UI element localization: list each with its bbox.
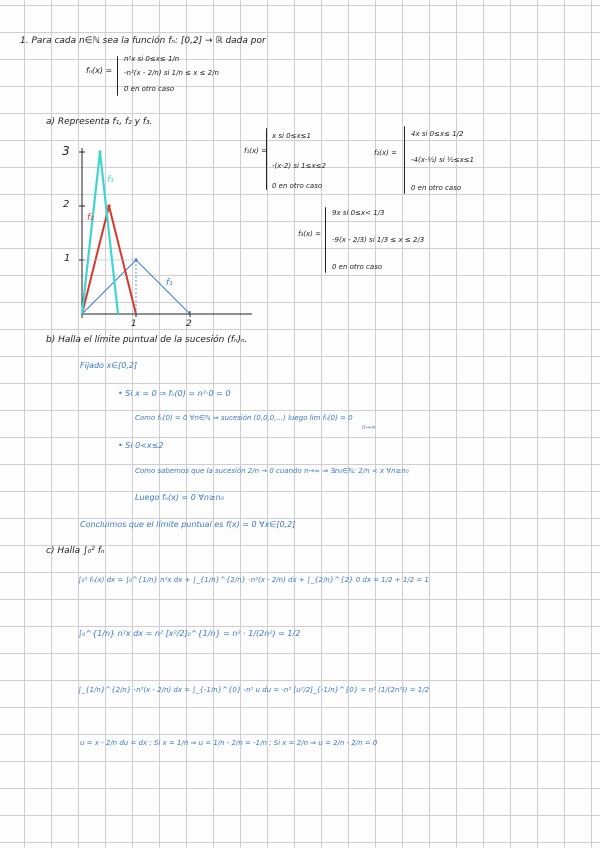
- definition-case-2: -n²(x - 2/n) si 1/n ≤ x ≤ 2/n: [124, 69, 219, 77]
- f3-curve-label: f₃: [107, 175, 114, 185]
- part-b-label: b) Halla el límite puntual de la sucesión (fₙ)ₙ.: [46, 335, 248, 345]
- f3-case-3: 0 en otro caso: [332, 263, 383, 271]
- f3-case-2: -9(x - 2/3) si 1/3 ≤ x ≤ 2/3: [332, 236, 425, 244]
- part-b-line-2: • Si x = 0 ⇒ fₙ(0) = n²·0 = 0: [118, 389, 231, 398]
- f1-case-2: -(x-2) si 1≤x≤2: [272, 162, 326, 170]
- f2-lhs: f₂(x) =: [374, 149, 397, 157]
- part-b-line-3: Como fₙ(0) = 0 ∀n∈ℕ ⇒ sucesión (0,0,0,...) luego lim fₙ(0) = 0: [135, 414, 353, 422]
- part-b-line-6: Luego fₙ(x) = 0 ∀n≥n₀: [135, 493, 224, 502]
- part-c-line-2: ∫₀^{1/n} n²x dx = n² [x²/2]₀^{1/n} = n² · 1/(2n²) = 1/2: [78, 629, 301, 638]
- part-b-line-3-limit: n→∞: [362, 424, 376, 431]
- f1-curve-label: f₁: [166, 278, 173, 288]
- part-c-label: c) Halla ∫₀² fₙ: [46, 546, 105, 556]
- part-c-line-1: ∫₀² fₙ(x) dx = ∫₀^{1/n} n²x dx + ∫_{1/n}^{2/n} -n²(x - 2/n) dx + ∫_{2/n}^{2} 0 dx = 1/2 + 1/2 = 1: [78, 576, 429, 584]
- f1-case-3: 0 en otro caso: [272, 182, 323, 190]
- f2-case-3: 0 en otro caso: [411, 184, 462, 192]
- part-b-line-5: Como sabemos que la sucesión 2/n → 0 cuando n→∞ ⇒ ∃n₀∈ℕ: 2/n < x ∀n≥n₀: [135, 467, 409, 475]
- x-tick-label-2: 2: [186, 319, 192, 329]
- part-c-line-4: u = x - 2/n du = dx ; Si x = 1/n ⇒ u = 1/n - 2/n = -1/n ; Si x = 2/n ⇒ u = 2/n - 2/n = 0: [80, 739, 378, 747]
- definition-case-3: 0 en otro caso: [124, 85, 175, 93]
- part-b-line-4: • Si 0<x≤2: [118, 441, 164, 450]
- f2-case-1: 4x si 0≤x≤ 1/2: [411, 130, 464, 138]
- part-c-line-3: ∫_{1/n}^{2/n} -n²(x - 2/n) dx = ∫_{-1/n}^{0} -n² u du = -n² [u²/2]_{-1/n}^{0} = n² (1/(2n²)) = 1/2: [78, 686, 430, 694]
- f3-lhs: f₃(x) =: [298, 230, 321, 238]
- x-tick-label-1: 1: [131, 319, 137, 329]
- f1-lhs: f₁(x) =: [244, 147, 267, 155]
- f2-peak-point: [107, 204, 110, 207]
- part-b-conclusion: Concluimos que el límite puntual es f(x) = 0 ∀x∈[0,2]: [80, 520, 296, 529]
- f2-curve-label: f₂: [87, 213, 94, 223]
- definition-lhs: fₙ(x) =: [86, 66, 113, 75]
- problem-heading: 1. Para cada n∈ℕ sea la función fₙ: [0,2] → ℝ dada por: [20, 36, 266, 46]
- f3-peak-point: [98, 150, 101, 153]
- y-tick-label-1: 1: [64, 253, 71, 264]
- y-tick-label-3: 3: [62, 144, 70, 158]
- part-b-line-1: Fijado x∈[0,2]: [80, 361, 138, 370]
- f3-case-1: 9x si 0≤x< 1/3: [332, 209, 385, 217]
- y-tick-label-2: 2: [63, 199, 70, 210]
- f1-case-1: x si 0≤x≤1: [272, 132, 311, 140]
- definition-case-1: n²x si 0≤x≤ 1/n: [124, 55, 180, 63]
- part-a-label: a) Representa f₁, f₂ y f₃.: [46, 117, 153, 127]
- f2-case-2: -4(x-½) si ½≤x≤1: [411, 156, 475, 164]
